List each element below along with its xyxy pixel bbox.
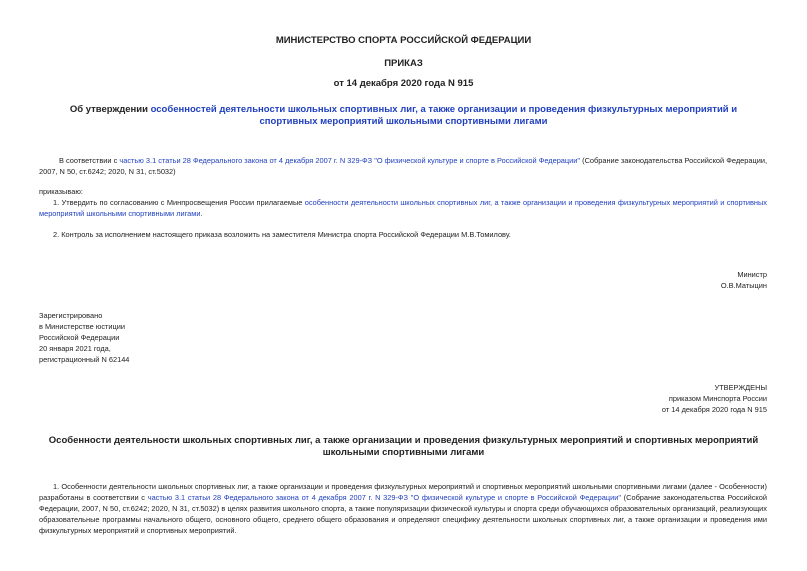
preamble-paragraph: [39, 155, 767, 177]
registration-line-3: Российской Федерации: [39, 333, 120, 342]
registration-line-5: регистрационный N 62144: [39, 355, 130, 364]
clause-1-text-start: 1. Особенности деятельности школьных спортивных лиг, а также организации и проведения физкультурных мероприятий и спортивных мероприятий школьными спортивными лигами (далее - Особенности) разработаны в соответствии с: [39, 482, 767, 502]
item-1-text-start: 1. Утвердить по согласованию с Минпросвещения России прилагаемые: [53, 198, 305, 207]
clause-1-text-end: (Собрание законодательства Российской Федерации, 2007, N 50, ст.6242; 2020, N 31, ст.5032) в целях развития школьного спорта, а также популяризации физической культуры и спорта среди обучающихся образовательных организаций, реализующих образовательные программы начального общего, основного общего, среднего общего образования и определяют специфику деятельности школьных спортивных лиг, а также организации и проведения ими физкультурных мероприятий и спортивных мероприятий.: [39, 493, 767, 535]
item-2-paragraph: 2. Контроль за исполнением настоящего приказа возложить на заместителя Министра спорта Российской Федерации М.В.Томилову.: [53, 230, 511, 239]
title-link[interactable]: особенностей деятельности школьных спортивных лиг, а также организации и проведения физкультурных мероприятий и спортивных мероприятий школьными спортивными лигами: [150, 104, 738, 127]
document-title: [55, 104, 752, 128]
preamble-text-end: (Собрание законодательства Российской Федерации, 2007, N 50, ст.6242; 2020, N 31, ст.5032): [39, 156, 768, 176]
doc-type-heading: ПРИКАЗ: [384, 58, 423, 69]
ministry-heading: МИНИСТЕРСТВО СПОРТА РОССИЙСКОЙ ФЕДЕРАЦИИ: [275, 35, 532, 46]
section-title: Особенности деятельности школьных спортивных лиг, а также организации и проведения физкультурных мероприятий и спортивных мероприятий школьными спортивными лигами: [48, 435, 759, 458]
title-prefix: Об утверждении: [69, 104, 151, 115]
order-word: приказываю:: [39, 187, 83, 196]
registration-line-4: 20 января 2021 года,: [39, 344, 111, 353]
approved-line-2: приказом Минспорта России: [668, 394, 767, 403]
approved-line-3: от 14 декабря 2020 года N 915: [661, 405, 767, 414]
registration-line-1: Зарегистрировано: [39, 311, 103, 320]
registration-block: [39, 310, 129, 365]
doc-date-number: от 14 декабря 2020 года N 915: [333, 78, 474, 89]
preamble-text-start: В соответствии с: [59, 156, 120, 165]
item-1-link[interactable]: особенности деятельности школьных спортивных лиг, а также организации и проведения физкультурных мероприятий и спортивных мероприятий школьными спортивными лигами: [39, 198, 767, 218]
registration-line-2: в Министерстве юстиции: [39, 322, 126, 331]
item-1-text-end: .: [200, 209, 203, 218]
item-1-paragraph: [39, 197, 767, 219]
approved-line-1: УТВЕРЖДЕНЫ: [714, 383, 767, 392]
clause-1-law-link[interactable]: частью 3.1 статьи 28 Федерального закона от 4 декабря 2007 г. N 329-ФЗ "О физической культуре и спорте в Российской Федерации": [147, 493, 621, 502]
preamble-law-link[interactable]: частью 3.1 статьи 28 Федерального закона от 4 декабря 2007 г. N 329-ФЗ "О физической культуре и спорте в Российской Федерации": [119, 156, 581, 165]
approved-block: [662, 382, 767, 415]
signature-position: Министр: [737, 270, 767, 279]
clause-1-paragraph: [39, 481, 767, 536]
signature-name: О.В.Матыцин: [720, 281, 767, 290]
